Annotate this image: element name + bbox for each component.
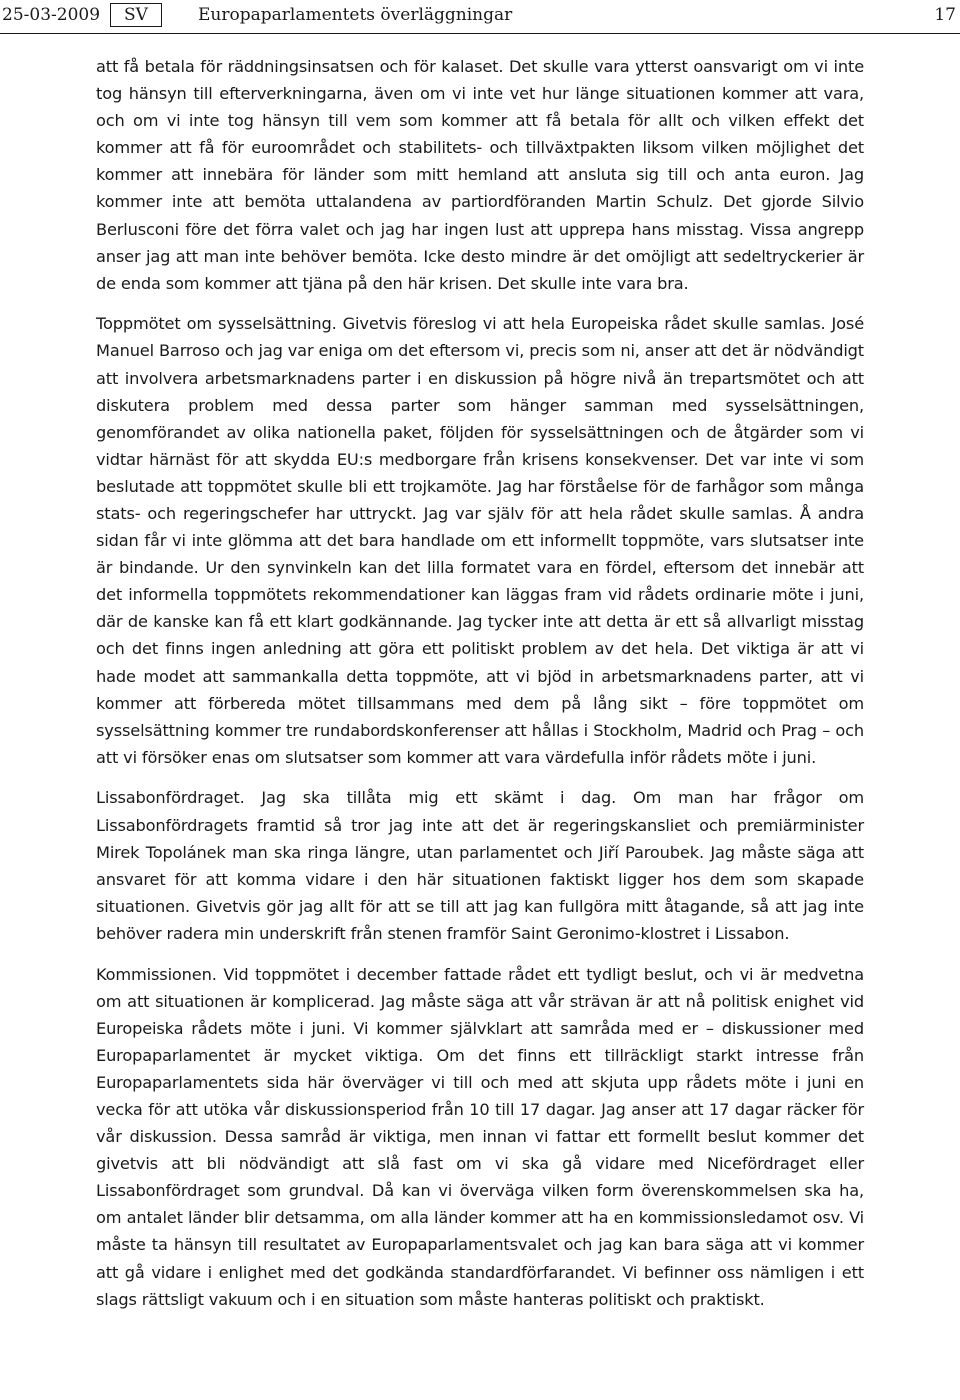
paragraph-lisbon-treaty: Lissabonfördraget. Jag ska tillåta mig ett skämt i dag. Om man har frågor om Lissabonfördragets framtid så tror jag inte att det är regeringskansliet och premiärminister Mirek Topolánek man ska ringa längre, utan parlamentet och Jiří Paroubek. Jag måste säga att ansvaret för att komma vidare i den här situationen faktiskt ligger hos dem som skapade situationen. Givetvis gör jag allt för att se till att jag kan fullgöra mitt åtagande, så att jag inte behöver radera min underskrift från stenen framför Saint Geronimo-klostret i Lissabon. (96, 788, 864, 943)
paragraph-employment-summit: Toppmötet om sysselsättning. Givetvis föreslog vi att hela Europeiska rådet skulle samlas. José Manuel Barroso och jag var eniga om det eftersom vi, precis som ni, anser att det är nödvändigt att involvera arbetsmarknadens parter i en diskussion på högre nivå än trepartsmötet och att diskutera problem med dessa parter som hänger samman med sysselsättningen, genomförandet av olika nationella paket, följden för sysselsättningen och de åtgärder som vi vidtar härnäst för att skydda EU:s medborgare från krisens konsekvenser. Det var inte vi som beslutade att toppmötet skulle bli ett trojkamöte. Jag har förståelse för de farhågor som många stats- och regeringschefer har uttryckt. Jag var själv för att hela rådet skulle samlas. Å andra sidan får vi inte glömma att det bara handlade om ett informellt toppmöte, vars slutsatser inte är bindande. Ur den synvinkeln kan det lilla formatet vara en fördel, eftersom det innebär att det informella toppmötets rekommendationer kan läggas fram vid rådets ordinarie möte i juni, där de kanske kan få ett klart godkännande. Jag tycker inte att detta är ett så allvarligt misstag och det finns ingen anledning att göra ett politiskt problem av det hela. Det viktiga är att vi hade modet att sammankalla detta toppmöte, att vi bjöd in arbetsmarknadens parter, att vi kommer att förbereda mötet tillsammans med dem på lång sikt – före toppmötet om sysselsättning kommer tre rundabordskonferenser att hållas i Stockholm, Madrid och Prag – och att vi försöker enas om slutsatser som kommer att vara värdefulla inför rådets möte i juni. (96, 314, 864, 767)
page-header (0, 0, 960, 34)
header-divider (0, 33, 960, 34)
page-number: 17 (934, 5, 956, 25)
paragraph-commission: Kommissionen. Vid toppmötet i december fattade rådet ett tydligt beslut, och vi är medvetna om att situationen är komplicerad. Jag måste säga att vår strävan är att nå politisk enighet vid Europeiska rådets möte i juni. Vi kommer självklart att samråda med er – diskussioner med Europaparlamentet är mycket viktiga. Om det finns ett tillräckligt starkt intresse från Europaparlamentets sida här överväger vi till och med att skjuta upp rådets möte i juni en vecka för att utöka vår diskussionsperiod från 10 till 17 dagar. Jag anser att 17 dagar räcker för vår diskussion. Dessa samråd är viktiga, men innan vi fattar ett formellt beslut kommer det givetvis att bli nödvändigt att slå fast om vi ska gå vidare med Nicefördraget eller Lissabonfördraget som grundval. Då kan vi överväga vilken form överenskommelsen ska ha, om antalet länder blir detsamma, om alla länder kommer att ha en kommissionsledamot osv. Vi måste ta hänsyn till resultatet av Europaparlamentsvalet och jag kan bara säga att vi kommer att gå vidare i enlighet med det godkända standardförfarandet. Vi befinner oss nämligen i ett slags rättsligt vakuum och i en situation som måste hanteras politiskt och praktiskt. (96, 964, 864, 1309)
publication-title: Europaparlamentets överläggningar (198, 5, 513, 25)
header-date: 25-03-2009 (2, 5, 101, 25)
language-code-box: SV (110, 3, 162, 27)
paragraph-continuation: att få betala för räddningsinsatsen och för kalaset. Det skulle vara ytterst oansvarigt om vi inte tog hänsyn till efterverkningarna, även om vi inte vet hur länge situationen kommer att vara, och om vi inte tog hänsyn till vem som kommer att få betala för allt och vilken effekt det kommer att få för euroområdet och stabilitets- och tillväxtpakten liksom vilken möjlighet det kommer att innebära för länder som mitt hemland att ansluta sig till och anta euron. Jag kommer inte att bemöta uttalandena av partiordföranden Martin Schulz. Det gjorde Silvio Berlusconi före det förra valet och jag har ingen lust att upprepa hans misstag. Vissa angrepp anser jag att man inte behöver bemöta. Icke desto mindre är det omöjligt att sedeltryckerier är de enda som kommer att tjäna på den här krisen. Det skulle inte vara bra. (96, 57, 864, 293)
document-body (96, 53, 864, 1326)
